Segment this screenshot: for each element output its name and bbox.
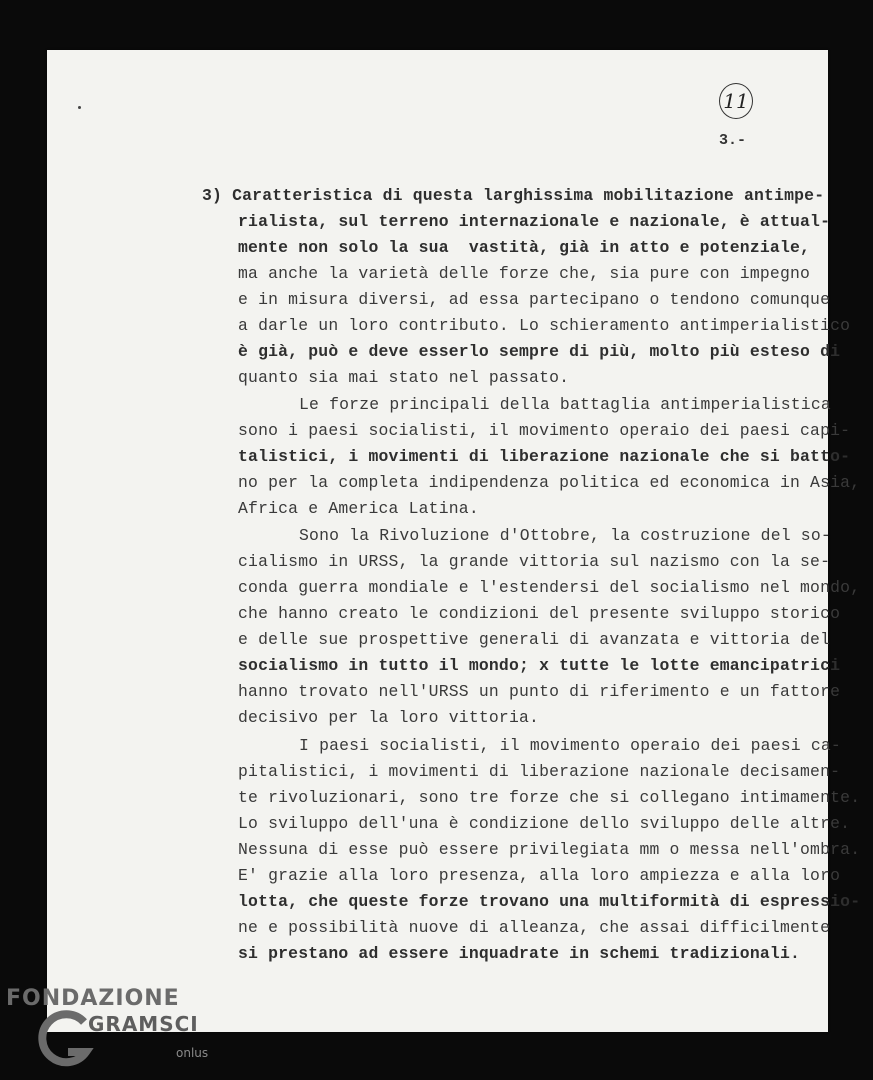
text-line: hanno trovato nell'URSS un punto di riferimento e un fattore [238, 682, 841, 701]
text-line: talistici, i movimenti di liberazione nazionale che si batto- [238, 447, 851, 466]
watermark-tag: onlus [176, 1046, 209, 1060]
text-line: conda guerra mondiale e l'estendersi del socialismo nel mondo, [238, 578, 861, 597]
watermark-subtitle: GRAMSCI [88, 1012, 199, 1036]
watermark-logo-icon [34, 1010, 94, 1070]
text-line: ne e possibilità nuove di alleanza, che assai difficilmente [238, 918, 831, 937]
text-line: no per la completa indipendenza politica ed economica in Asia, [238, 473, 861, 492]
text-line: si prestano ad essere inquadrate in schemi tradizionali. [238, 944, 801, 963]
text-line: te rivoluzionari, sono tre forze che si collegano intimamente. [238, 788, 861, 807]
text-line: è già, può e deve esserlo sempre di più, molto più esteso di [238, 342, 841, 361]
text-line: Nessuna di esse può essere privilegiata mm o messa nell'ombra. [238, 840, 861, 859]
text-line: rialista, sul terreno internazionale e nazionale, è attual- [238, 212, 831, 231]
text-line: Lo sviluppo dell'una è condizione dello sviluppo delle altre. [238, 814, 851, 833]
document-page [47, 50, 861, 1032]
text-line: 3) Caratteristica di questa larghissima mobilitazione antimpe- [202, 186, 825, 205]
text-line: lotta, che queste forze trovano una multiformità di espressio- [238, 892, 861, 911]
speck [78, 106, 81, 109]
text-line: Africa e America Latina. [238, 499, 479, 518]
text-line: e in misura diversi, ad essa partecipano o tendono comunque [238, 290, 831, 309]
page-number: 3.- [719, 132, 747, 149]
text-line: pitalistici, i movimenti di liberazione nazionale decisamen- [238, 762, 841, 781]
watermark-title: FONDAZIONE [6, 986, 180, 1011]
text-line: I paesi socialisti, il movimento operaio dei paesi ca- [299, 736, 841, 755]
archive-number: 11 [719, 83, 753, 119]
text-line: a darle un loro contributo. Lo schieramento antimperialistico [238, 316, 851, 335]
text-line: Sono la Rivoluzione d'Ottobre, la costruzione del so- [299, 526, 831, 545]
text-line: mente non solo la sua vastità, già in atto e potenziale, [238, 238, 811, 257]
text-line: ma anche la varietà delle forze che, sia pure con impegno [238, 264, 811, 283]
text-line: sono i paesi socialisti, il movimento operaio dei paesi capi- [238, 421, 851, 440]
text-line: e delle sue prospettive generali di avanzata e vittoria del [238, 630, 831, 649]
text-line: decisivo per la loro vittoria. [238, 708, 540, 727]
text-line: quanto sia mai stato nel passato. [238, 368, 570, 387]
text-line: cialismo in URSS, la grande vittoria sul nazismo con la se- [238, 552, 831, 571]
text-line: socialismo in tutto il mondo; x tutte le lotte emancipatrici [238, 656, 841, 675]
text-line: E' grazie alla loro presenza, alla loro ampiezza e alla loro [238, 866, 841, 885]
text-line: Le forze principali della battaglia antimperialistica [299, 395, 831, 414]
text-line: che hanno creato le condizioni del presente sviluppo storico [238, 604, 841, 623]
